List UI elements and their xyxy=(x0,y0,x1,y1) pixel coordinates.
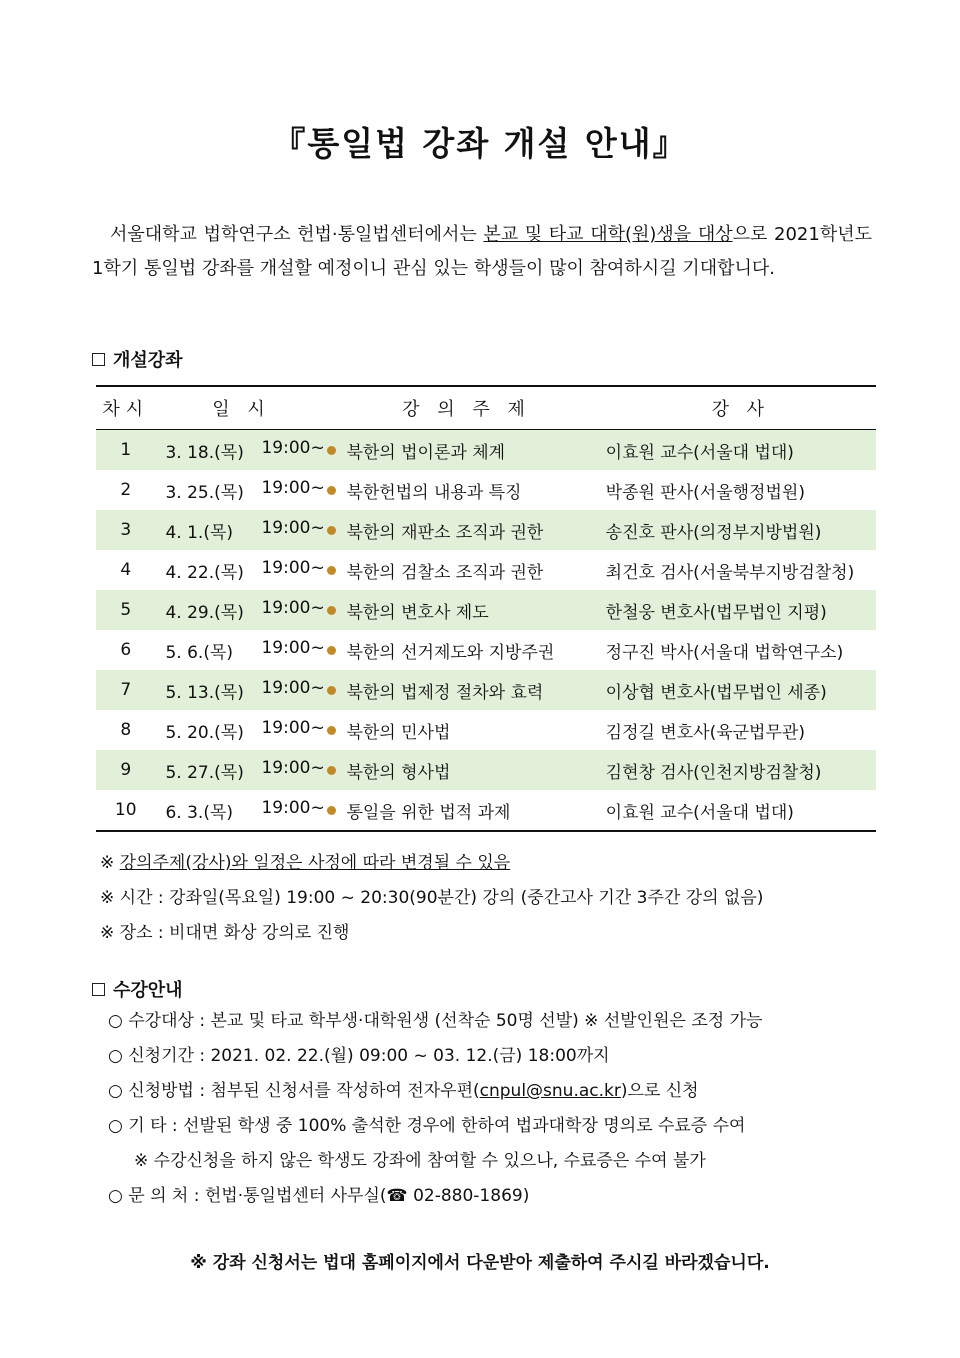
cell-topic xyxy=(327,590,605,630)
cell-topic-text: 북한헌법의 내용과 특징 xyxy=(346,482,522,503)
enrollment-info xyxy=(108,1004,908,1214)
intro-target-underlined: 본교 및 타교 대학(원)생을 대상 xyxy=(483,224,733,245)
cell-datetime xyxy=(155,750,327,790)
cell-topic-text: 통일을 위한 법적 과제 xyxy=(346,802,511,823)
table-row xyxy=(96,630,876,670)
header-topic: 강 의 주 제 xyxy=(327,386,605,430)
course-schedule-table xyxy=(96,385,876,832)
cell-lecturer: 한철웅 변호사(법무법인 지평) xyxy=(606,590,876,630)
cell-lecturer: 정구진 박사(서울대 법학연구소) xyxy=(605,642,844,663)
cell-datetime xyxy=(155,710,327,750)
cell-topic xyxy=(327,510,605,550)
cell-session: 6 xyxy=(120,640,132,660)
checkbox-square-icon xyxy=(92,983,105,996)
cell-time: 19:00~ xyxy=(261,717,325,738)
cell-date: 6. 3.(목) xyxy=(165,802,234,823)
cell-date: 4. 22.(목) xyxy=(165,562,244,583)
cell-session: 1 xyxy=(96,430,155,471)
cell-datetime xyxy=(155,630,327,670)
cell-session: 7 xyxy=(96,670,155,710)
cell-session: 5 xyxy=(96,590,155,630)
bullet-dot-icon xyxy=(327,486,336,495)
table-row xyxy=(96,670,876,710)
cell-time: 19:00~ xyxy=(261,557,325,578)
schedule-notes xyxy=(100,846,900,951)
footer-notice: ※ 강좌 신청서는 법대 홈페이지에서 다운받아 제출하여 주시길 바라겠습니다. xyxy=(190,1253,770,1273)
cell-lecturer: 김현창 검사(인천지방검찰청) xyxy=(606,750,876,790)
cell-datetime xyxy=(155,670,327,710)
table-row xyxy=(96,430,876,471)
cell-datetime xyxy=(155,550,327,590)
cell-topic xyxy=(327,630,605,670)
cell-session: 8 xyxy=(120,720,132,740)
cell-topic-text: 북한의 법이론과 체계 xyxy=(346,442,506,463)
bullet-dot-icon xyxy=(327,686,336,695)
table-header-row xyxy=(96,386,876,430)
cell-time: 19:00~ xyxy=(261,677,325,698)
cell-date: 5. 13.(목) xyxy=(165,682,244,703)
cell-topic xyxy=(327,430,605,471)
email-link[interactable]: cnpul@snu.ac.kr xyxy=(479,1081,621,1101)
cell-time: 19:00~ xyxy=(261,757,325,778)
cell-topic xyxy=(327,670,605,710)
bullet-dot-icon xyxy=(327,806,336,815)
cell-date: 5. 20.(목) xyxy=(165,722,244,743)
cell-datetime xyxy=(155,470,327,510)
bullet-dot-icon xyxy=(327,566,336,575)
table-row xyxy=(96,790,876,831)
note-time: ※ 시간 : 강좌일(목요일) 19:00 ~ 20:30(90분간) 강의 (중간고사 기간 3주간 강의 없음) xyxy=(100,888,764,908)
intro-text-1: 서울대학교 법학연구소 헌법·통일법센터에서는 xyxy=(110,224,484,245)
cell-topic xyxy=(327,710,605,750)
cell-datetime xyxy=(155,790,327,831)
cell-lecturer: 최건호 검사(서울북부지방검찰청) xyxy=(605,562,855,583)
bullet-dot-icon xyxy=(327,766,336,775)
cell-topic-text: 북한의 검찰소 조직과 권한 xyxy=(346,562,544,583)
cell-lecturer: 박종원 판사(서울행정법원) xyxy=(605,482,805,503)
cell-topic xyxy=(327,750,605,790)
cell-datetime xyxy=(155,510,327,550)
cell-date: 3. 18.(목) xyxy=(165,442,244,463)
cell-session: 10 xyxy=(96,790,155,831)
bullet-dot-icon xyxy=(327,726,336,735)
cell-session: 3 xyxy=(96,510,155,550)
cell-topic-text: 북한의 형사법 xyxy=(346,762,451,783)
section-courses-heading xyxy=(92,346,183,372)
cell-topic-text: 북한의 법제정 절차와 효력 xyxy=(346,682,544,703)
cell-topic xyxy=(327,790,605,831)
intro-paragraph xyxy=(92,218,872,286)
header-lecturer: 강 사 xyxy=(606,386,876,430)
header-session: 차시 xyxy=(96,386,155,430)
table-row xyxy=(96,550,876,590)
bullet-dot-icon xyxy=(327,646,336,655)
table-row xyxy=(96,510,876,550)
cell-lecturer: 김정길 변호사(육군법무관) xyxy=(605,722,805,743)
cell-lecturer: 이효원 교수(서울대 법대) xyxy=(606,430,876,471)
cell-date: 4. 1.(목) xyxy=(165,522,234,543)
cell-time: 19:00~ xyxy=(261,597,325,618)
table-row xyxy=(96,470,876,510)
cell-lecturer: 이효원 교수(서울대 법대) xyxy=(606,790,876,831)
bullet-dot-icon xyxy=(327,446,336,455)
note-change-text: 강의주제(강사)와 일정은 사정에 따라 변경될 수 있음 xyxy=(119,853,511,873)
cell-topic xyxy=(327,470,605,510)
cell-datetime xyxy=(155,590,327,630)
cell-topic-text: 북한의 선거제도와 지방주권 xyxy=(346,642,555,663)
cell-time: 19:00~ xyxy=(261,637,325,658)
note-change: ※ 강의주제(강사)와 일정은 사정에 따라 변경될 수 있음 xyxy=(100,853,511,873)
cell-date: 5. 6.(목) xyxy=(165,642,234,663)
enroll-method: ○ 신청방법 : 첨부된 신청서를 작성하여 전자우편(cnpul@snu.ac.kr)으로 신청 xyxy=(108,1081,699,1101)
cell-date: 5. 27.(목) xyxy=(165,762,244,783)
page-title: 『통일법 강좌 개설 안내』 xyxy=(272,124,688,163)
cell-session: 9 xyxy=(96,750,155,790)
enroll-etc: ○ 기 타 : 선발된 학생 중 100% 출석한 경우에 한하여 법과대학장 명의로 수료증 수여 xyxy=(108,1116,746,1136)
enroll-period: ○ 신청기간 : 2021. 02. 22.(월) 09:00 ~ 03. 12.(금) 18:00까지 xyxy=(108,1046,610,1066)
note-place: ※ 장소 : 비대면 화상 강의로 진행 xyxy=(100,923,350,943)
bullet-dot-icon xyxy=(327,526,336,535)
cell-session: 4 xyxy=(120,560,132,580)
section-courses-label: 개설강좌 xyxy=(113,350,183,371)
cell-time: 19:00~ xyxy=(261,797,325,818)
cell-time: 19:00~ xyxy=(261,517,325,538)
enroll-etc-note: ※ 수강신청을 하지 않은 학생도 강좌에 참여할 수 있으나, 수료증은 수여 불가 xyxy=(134,1151,706,1171)
header-datetime: 일 시 xyxy=(155,386,327,430)
cell-datetime xyxy=(155,430,327,471)
cell-time: 19:00~ xyxy=(261,477,325,498)
cell-date: 4. 29.(목) xyxy=(165,602,244,623)
intro-text-2: 으로 2021학년도 1학기 통일법 강좌를 개설할 예정이니 관심 있는 학생들이 많이 참여하시길 기대합니다. xyxy=(92,224,872,279)
cell-topic xyxy=(327,550,605,590)
enroll-contact: ○ 문 의 처 : 헌법·통일법센터 사무실(☎ 02-880-1869) xyxy=(108,1186,530,1206)
section-enroll-heading xyxy=(92,976,183,1002)
bullet-dot-icon xyxy=(327,606,336,615)
cell-topic-text: 북한의 재판소 조직과 권한 xyxy=(346,522,544,543)
table-row xyxy=(96,590,876,630)
cell-date: 3. 25.(목) xyxy=(165,482,244,503)
cell-session: 2 xyxy=(120,480,132,500)
cell-time: 19:00~ xyxy=(261,437,325,458)
enroll-target: ○ 수강대상 : 본교 및 타교 학부생·대학원생 (선착순 50명 선발) ※ 선발인원은 조정 가능 xyxy=(108,1011,763,1031)
table-row xyxy=(96,750,876,790)
table-row xyxy=(96,710,876,750)
cell-lecturer: 이상협 변호사(법무법인 세종) xyxy=(606,670,876,710)
cell-lecturer: 송진호 판사(의정부지방법원) xyxy=(606,510,876,550)
checkbox-square-icon xyxy=(92,353,105,366)
cell-topic-text: 북한의 민사법 xyxy=(346,722,451,743)
cell-topic-text: 북한의 변호사 제도 xyxy=(346,602,489,623)
section-enroll-label: 수강안내 xyxy=(113,980,183,1001)
